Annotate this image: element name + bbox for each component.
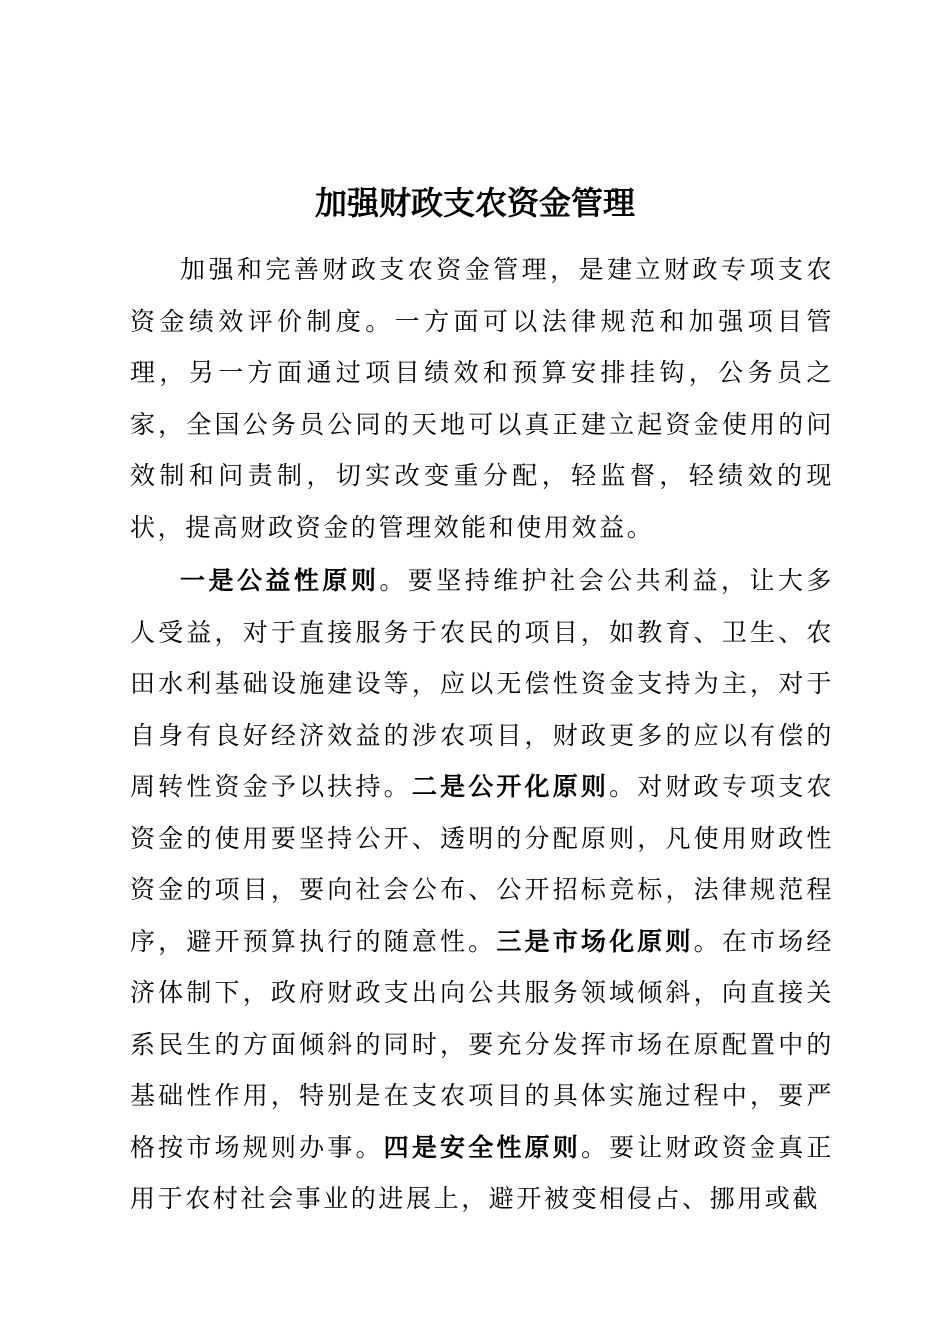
principle-text-openness: 。对财政专项支农资金的使用要坚持公开、透明的分配原则，凡使用财政性资金的项目，要向社会公布、公开招标竞标，法律规范程序，避开预算执行的随意性。 — [130, 772, 834, 956]
intro-paragraph: 加强和完善财政支农资金管理，是建立财政专项支农资金绩效评价制度。一方面可以法律规范和加强项目管理，另一方面通过项目绩效和预算安排挂钩，公务员之家，全国公务员公同的天地可以真正建立起资金使用的问效制和问责制，切实改变重分配，轻监督，轻绩效的现状，提高财政资金的管理效能和使用效益。 — [130, 255, 834, 542]
principle-text-public-welfare: 。要坚持维护社会公共利益，让大多人受益，对于直接服务于农民的项目，如教育、卫生、农田水利基础设施建设等，应以无偿性资金支持为主，对于自身有良好经济效益的涉农项目，财政更多的应以有偿的周转性资金予以扶持。 — [130, 566, 834, 801]
principle-heading-safety: 四是安全性原则 — [383, 1132, 581, 1162]
principle-heading-openness: 二是公开化原则 — [411, 772, 610, 801]
principle-heading-public-welfare: 一是公益性原则 — [180, 566, 380, 595]
principle-text-market: 。在市场经济体制下，政府财政支出向公共服务领域倾斜，向直接关系民生的方面倾斜的同时，要充分发挥市场在原配置中的基础性作用，特别是在支农项目的具体实施过程中，要严格按市场规则办事。 — [130, 926, 834, 1162]
document-title: 加强财政支农资金管理 — [314, 184, 635, 222]
principles-paragraph — [130, 555, 834, 1225]
principle-text-safety: 。要让财政资金真正用于农村社会事业的进展上，避开被变相侵占、挪用或截 — [130, 1132, 834, 1213]
principle-heading-market: 三是市场化原则 — [496, 926, 694, 956]
